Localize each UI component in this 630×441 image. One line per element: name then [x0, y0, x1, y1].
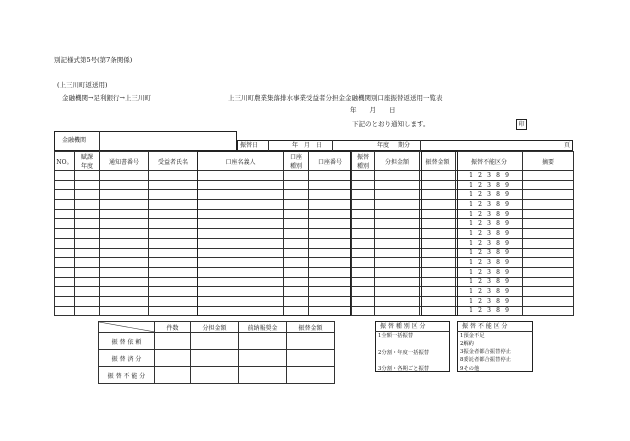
table-cell [100, 258, 149, 268]
table-cell [523, 190, 574, 200]
table-cell [100, 200, 149, 210]
table-cell [75, 248, 100, 258]
form-number: 別記様式第5号(第7条関係) [54, 56, 133, 64]
table-cell [352, 171, 375, 181]
failure-digit[interactable]: 2 [478, 200, 482, 208]
failure-kind-1: 1預金不足 [460, 333, 485, 339]
table-cell [375, 200, 420, 210]
table-cell [352, 306, 375, 316]
table-cell [55, 171, 75, 181]
table-cell [100, 229, 149, 239]
table-cell [75, 219, 100, 229]
failure-digit[interactable]: 9 [505, 297, 509, 305]
failure-digit[interactable]: 2 [478, 278, 482, 286]
transfer-kind-title: 振 替 種 別 区 分 [380, 323, 426, 330]
table-cell [375, 287, 420, 297]
table-cell [55, 200, 75, 210]
document-title: 上三川町農業集落排水事業受益者分担金金融機関別口座振替返送用一覧表 [228, 94, 443, 102]
table-cell [375, 258, 420, 268]
failure-digit[interactable]: 8 [496, 220, 500, 228]
failure-digit[interactable]: 1 [469, 171, 473, 179]
failure-kind-title: 振 替 不 能 区 分 [462, 323, 508, 330]
failure-digit[interactable]: 1 [469, 181, 473, 189]
col-tax-year: 賦課 年度 [75, 152, 100, 171]
table-cell [375, 180, 420, 190]
failure-digit[interactable]: 3 [487, 239, 491, 247]
failure-digit[interactable]: 1 [469, 278, 473, 286]
table-cell [523, 306, 574, 316]
table-cell [352, 190, 375, 200]
failure-digit[interactable]: 8 [496, 239, 500, 247]
fiscal-year-label: 年度 [377, 142, 390, 149]
failure-digit[interactable]: 3 [487, 268, 491, 276]
failure-digit[interactable]: 1 [469, 200, 473, 208]
table-cell [523, 219, 574, 229]
table-cell [100, 306, 149, 316]
table-cell [352, 258, 375, 268]
table-cell [75, 171, 100, 181]
table-cell [352, 219, 375, 229]
failure-digit[interactable]: 1 [469, 259, 473, 267]
table-cell [75, 258, 100, 268]
table-cell [375, 209, 420, 219]
summary-row-request: 振 替 依 頼 [99, 333, 155, 350]
failure-digit[interactable]: 1 [469, 268, 473, 276]
table-cell [55, 219, 75, 229]
failure-digits [456, 306, 523, 316]
table-cell [375, 219, 420, 229]
failure-digit[interactable]: 8 [496, 171, 500, 179]
failure-digit[interactable]: 8 [496, 307, 500, 315]
table-cell [100, 209, 149, 219]
col-account-holder: 口座名義人 [198, 152, 284, 171]
table-cell [352, 180, 375, 190]
table-cell [523, 248, 574, 258]
table-cell [55, 296, 75, 306]
failure-digit[interactable]: 9 [505, 191, 509, 199]
table-cell [523, 287, 574, 297]
failure-digit[interactable]: 3 [487, 220, 491, 228]
failure-digits [456, 229, 523, 239]
table-cell [100, 180, 149, 190]
failure-digits [456, 219, 523, 229]
table-cell [149, 209, 198, 219]
failure-digit[interactable]: 2 [478, 297, 482, 305]
table-cell [375, 267, 420, 277]
failure-digit[interactable]: 9 [505, 220, 509, 228]
table-cell [55, 258, 75, 268]
summary-head-count: 件数 [155, 322, 191, 333]
failure-digit[interactable]: 3 [487, 249, 491, 257]
summary-head-prepay: 前納報奨金 [239, 322, 287, 333]
table-cell [523, 267, 574, 277]
failure-digit[interactable]: 1 [469, 191, 473, 199]
failure-digit[interactable]: 3 [487, 278, 491, 286]
table-cell [100, 190, 149, 200]
summary-head-transfer: 振替金額 [287, 322, 335, 333]
col-share-amount: 分担金額 [375, 152, 420, 171]
failure-digit[interactable]: 3 [487, 181, 491, 189]
col-failure-type: 振替不能区分 [456, 152, 523, 171]
col-no: NO。 [55, 152, 75, 171]
failure-digit[interactable]: 9 [505, 210, 509, 218]
route-label: 金融機関→足利銀行→上三川町 [62, 94, 151, 102]
failure-digits [456, 267, 523, 277]
table-cell [100, 171, 149, 181]
failure-digit[interactable]: 9 [505, 268, 509, 276]
page-label: 頁 [564, 142, 571, 149]
seal-mark: 印 [516, 119, 527, 130]
table-cell [100, 267, 149, 277]
failure-digit[interactable]: 2 [478, 191, 482, 199]
failure-kind-2: 2解約 [460, 341, 474, 347]
table-cell [149, 258, 198, 268]
col-account-no: 口座番号 [309, 152, 352, 171]
failure-digit[interactable]: 1 [469, 220, 473, 228]
col-account-type: 口座 種別 [284, 152, 309, 171]
table-cell [75, 287, 100, 297]
failure-digit[interactable]: 9 [505, 229, 509, 237]
failure-digit[interactable]: 2 [478, 288, 482, 296]
failure-digit[interactable]: 9 [505, 181, 509, 189]
table-cell [352, 229, 375, 239]
table-cell [149, 200, 198, 210]
table-cell [75, 306, 100, 316]
failure-digit[interactable]: 9 [505, 171, 509, 179]
failure-digit[interactable]: 9 [505, 200, 509, 208]
usage-label: (上三川町返送用) [57, 81, 108, 89]
failure-digit[interactable]: 2 [478, 181, 482, 189]
table-cell [149, 248, 198, 258]
failure-kind-4: 8委託者都合振替停止 [460, 357, 512, 363]
failure-digit[interactable]: 2 [478, 268, 482, 276]
table-cell [352, 267, 375, 277]
table-cell [523, 258, 574, 268]
table-cell [352, 238, 375, 248]
failure-digits [456, 209, 523, 219]
table-cell [149, 238, 198, 248]
table-cell [55, 267, 75, 277]
table-cell [75, 277, 100, 287]
failure-digit[interactable]: 2 [478, 239, 482, 247]
failure-digit[interactable]: 1 [469, 229, 473, 237]
failure-digit[interactable]: 2 [478, 249, 482, 257]
table-cell [149, 267, 198, 277]
table-cell [352, 248, 375, 258]
table-cell [375, 277, 420, 287]
failure-digit[interactable]: 1 [469, 210, 473, 218]
table-cell [55, 248, 75, 258]
failure-digit[interactable]: 3 [487, 288, 491, 296]
col-transfer-type: 振替 種別 [352, 152, 375, 171]
summary-row-failed: 振 替 不 能 分 [99, 367, 155, 384]
table-cell [100, 287, 149, 297]
failure-digit[interactable]: 8 [496, 191, 500, 199]
col-payer-name: 受益者氏名 [149, 152, 198, 171]
table-cell [100, 248, 149, 258]
failure-digit[interactable]: 8 [496, 268, 500, 276]
date-line: 年 月 日 [350, 106, 396, 114]
table-cell [352, 209, 375, 219]
table-cell [75, 209, 100, 219]
failure-digit[interactable]: 9 [505, 288, 509, 296]
table-cell [55, 277, 75, 287]
failure-digit[interactable]: 1 [469, 239, 473, 247]
table-cell [75, 190, 100, 200]
table-cell [55, 306, 75, 316]
table-cell [149, 306, 198, 316]
transfer-date-label: 振替日 [240, 142, 259, 149]
summary-head-share: 分担金額 [191, 322, 239, 333]
failure-digit[interactable]: 1 [469, 307, 473, 315]
failure-digit[interactable]: 9 [505, 307, 509, 315]
failure-digit[interactable]: 8 [496, 249, 500, 257]
failure-digit[interactable]: 3 [487, 200, 491, 208]
table-cell [75, 180, 100, 190]
transfer-kind-3: 3分割・各期ごと振替 [378, 366, 430, 372]
failure-digit[interactable]: 8 [496, 210, 500, 218]
table-cell [375, 229, 420, 239]
failure-digit[interactable]: 3 [487, 191, 491, 199]
table-cell [352, 287, 375, 297]
failure-digit[interactable]: 3 [487, 210, 491, 218]
failure-digits [456, 190, 523, 200]
failure-digit[interactable]: 2 [478, 220, 482, 228]
table-cell [523, 238, 574, 248]
table-cell [100, 238, 149, 248]
failure-digit[interactable]: 8 [496, 288, 500, 296]
table-cell [149, 277, 198, 287]
col-notice-no: 通知書番号 [100, 152, 149, 171]
failure-digit[interactable]: 1 [469, 297, 473, 305]
failure-digits [456, 200, 523, 210]
table-cell [100, 277, 149, 287]
table-cell [75, 229, 100, 239]
failure-digit[interactable]: 9 [505, 278, 509, 286]
account-block-frame [197, 151, 351, 316]
table-cell [100, 219, 149, 229]
table-cell [375, 171, 420, 181]
table-cell [149, 171, 198, 181]
table-cell [523, 171, 574, 181]
table-cell [523, 229, 574, 239]
table-cell [149, 287, 198, 297]
table-cell [75, 296, 100, 306]
table-cell [55, 180, 75, 190]
notice-text: 下記のとおり通知します。 [352, 120, 430, 128]
period-label: 期分 [398, 142, 411, 149]
table-cell [352, 296, 375, 306]
failure-digit[interactable]: 3 [487, 297, 491, 305]
table-cell [375, 248, 420, 258]
failure-digit[interactable]: 3 [487, 171, 491, 179]
failure-digit[interactable]: 9 [505, 239, 509, 247]
failure-digit[interactable]: 2 [478, 171, 482, 179]
failure-digit[interactable]: 9 [505, 259, 509, 267]
summary-row-done: 振 替 済 分 [99, 350, 155, 367]
table-cell [375, 190, 420, 200]
table-cell [523, 296, 574, 306]
failure-digit[interactable]: 1 [469, 249, 473, 257]
failure-digits [456, 171, 523, 181]
failure-digit[interactable]: 9 [505, 249, 509, 257]
failure-digits [456, 238, 523, 248]
failure-digit[interactable]: 2 [478, 259, 482, 267]
table-cell [523, 277, 574, 287]
summary-table [98, 321, 335, 384]
failure-digit[interactable]: 3 [487, 229, 491, 237]
failure-digit[interactable]: 3 [487, 307, 491, 315]
col-remarks: 摘要 [523, 152, 574, 171]
table-cell [75, 238, 100, 248]
failure-digit[interactable]: 8 [496, 229, 500, 237]
table-cell [149, 296, 198, 306]
transfer-date-value: 年 月 日 [292, 142, 323, 149]
table-cell [55, 238, 75, 248]
table-cell [75, 200, 100, 210]
col-transfer-amount: 振替金額 [420, 152, 456, 171]
summary-corner [99, 322, 155, 333]
table-cell [149, 190, 198, 200]
failure-digits [456, 258, 523, 268]
transfer-kind-1: 1全額一括振替 [378, 333, 414, 339]
table-cell [352, 200, 375, 210]
failure-digit[interactable]: 8 [496, 181, 500, 189]
failure-kind-3: 3振金者都合振替停止 [460, 349, 512, 355]
failure-digit[interactable]: 8 [496, 297, 500, 305]
failure-digit[interactable]: 2 [478, 210, 482, 218]
failure-digit[interactable]: 8 [496, 259, 500, 267]
table-cell [55, 287, 75, 297]
table-cell [55, 229, 75, 239]
transfer-kind-2: 2分割・年度一括振替 [378, 350, 430, 356]
table-cell [352, 277, 375, 287]
table-cell [375, 306, 420, 316]
table-cell [523, 200, 574, 210]
bank-label: 金融機関 [62, 137, 87, 144]
amount-block-frame [421, 151, 458, 316]
table-cell [149, 180, 198, 190]
table-cell [149, 229, 198, 239]
table-cell [149, 219, 198, 229]
failure-digits [456, 248, 523, 258]
table-cell [375, 238, 420, 248]
failure-digits [456, 287, 523, 297]
table-cell [523, 209, 574, 219]
failure-digits [456, 296, 523, 306]
failure-digit[interactable]: 2 [478, 307, 482, 315]
failure-digits [456, 180, 523, 190]
failure-digit[interactable]: 3 [487, 259, 491, 267]
failure-digit[interactable]: 1 [469, 288, 473, 296]
failure-digit[interactable]: 8 [496, 278, 500, 286]
failure-digit[interactable]: 2 [478, 229, 482, 237]
table-cell [375, 296, 420, 306]
table-cell [55, 190, 75, 200]
failure-digits [456, 277, 523, 287]
table-cell [100, 296, 149, 306]
table-cell [523, 180, 574, 190]
failure-digit[interactable]: 8 [496, 200, 500, 208]
table-cell [75, 267, 100, 277]
failure-kind-5: 9その他 [460, 366, 480, 372]
table-cell [55, 209, 75, 219]
